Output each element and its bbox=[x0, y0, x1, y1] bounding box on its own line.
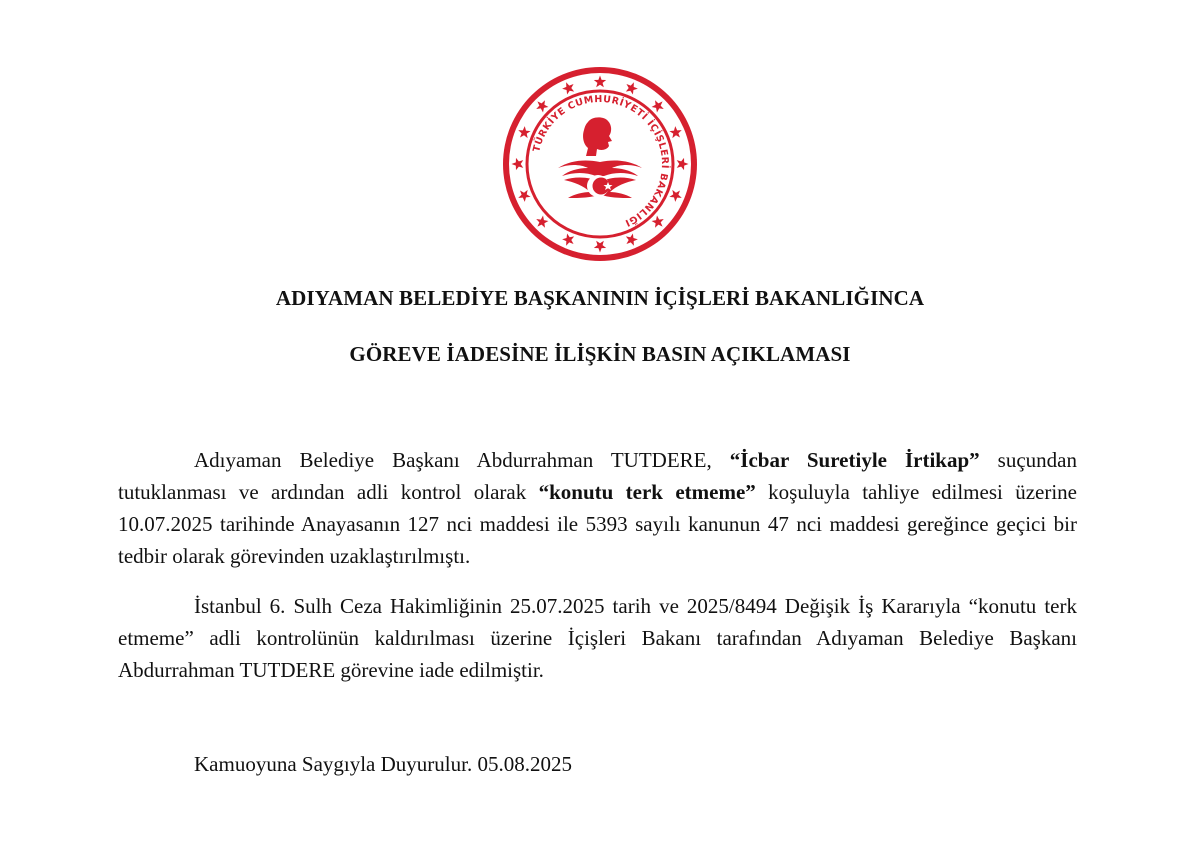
paragraph-1-bold-a: “İcbar Suretiyle İrtikap” bbox=[729, 448, 980, 472]
paragraph-2-text: İstanbul 6. Sulh Ceza Hakimliğinin 25.07.2025 tarih ve 2025/8494 Değişik İş Kararıyla “konutu terk etmeme” adli kontrolünün kaldırılması üzerine İçişleri Bakanı tarafından Adıyaman Belediye Başkanı Abdurrahman TUTDERE görevine iade edilmiştir. bbox=[118, 594, 1077, 682]
paragraph-1 bbox=[118, 444, 1077, 572]
title-line-2: GÖREVE İADESİNE İLİŞKİN BASIN AÇIKLAMASI bbox=[349, 342, 851, 366]
ministry-seal bbox=[500, 64, 700, 264]
title-line-1: ADIYAMAN BELEDİYE BAŞKANININ İÇİŞLERİ BAKANLIĞINCA bbox=[275, 286, 925, 310]
paragraph-1-text-b: suçundan tutuklanması ve ardından adli kontrol olarak bbox=[118, 448, 1077, 504]
paragraph-1-bold-b: “konutu terk etmeme” bbox=[538, 480, 756, 504]
seal-graphic bbox=[500, 64, 700, 264]
closing-line: Kamuoyuna Saygıyla Duyurulur. 05.08.2025 bbox=[194, 752, 572, 776]
seal-ring-text: TÜRKİYE CUMHURİYETİ İÇİŞLERİ BAKANLIĞI bbox=[531, 93, 671, 229]
paragraph-1-text-a: Adıyaman Belediye Başkanı Abdurrahman TUTDERE, bbox=[194, 448, 730, 472]
paragraph-2 bbox=[118, 590, 1077, 686]
paragraph-1-text-c: koşuluyla tahliye edilmesi üzerine 10.07.2025 tarihinde Anayasanın 127 nci maddesi ile 5393 sayılı kanunun 47 nci maddesi gereğince geçici bir tedbir olarak görevinden uzaklaştırılmıştı. bbox=[118, 480, 1078, 568]
